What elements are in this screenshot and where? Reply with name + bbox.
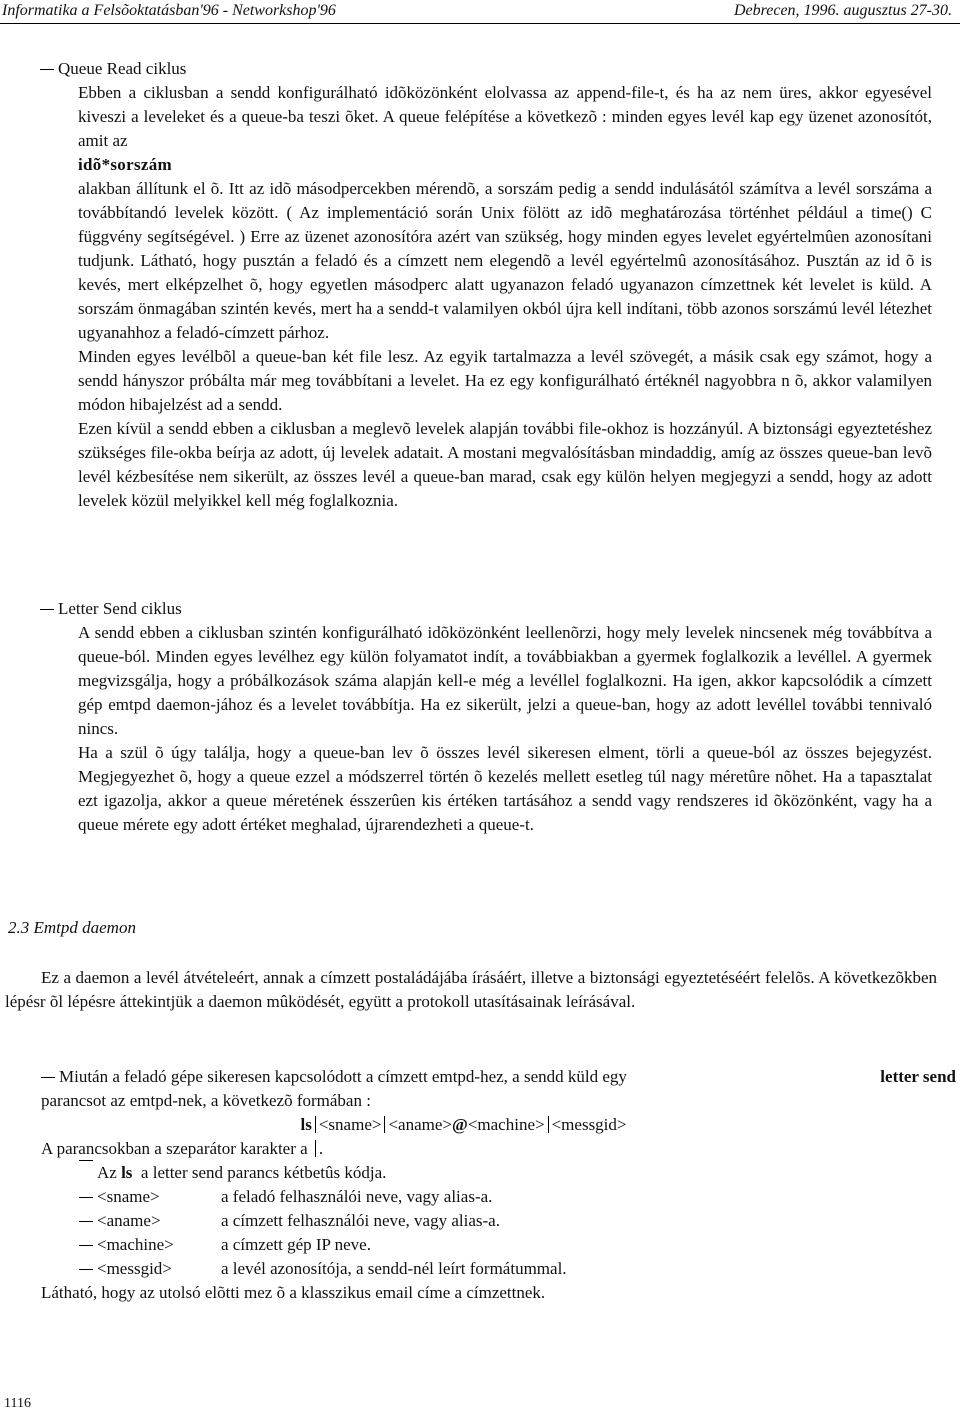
def-desc: a címzett felhasználói neve, vagy alias-a. [221,1211,500,1230]
section-heading: 2.3 Emtpd daemon [8,918,136,937]
letter-send-p1: A sendd ebben a ciklusban szintén konfigurálható idõközönként leellenõrzi, hogy mely levelek nincsenek még továbbítva a queue-ból. Minden egyes levélhez egy külön folyamatot indít, a továbbiakban a gyermek foglalkozik a levéllel. A gyermek megvizsgálja, hogy a próbálkozások száma alapján kell-e még a levéllel foglalkozni. Ha igen, akkor kapcsolódik a címzett gép emtpd daemon-jához és a levelet továbbítja. Ha ez sikerült, jelzi a queue-ban, hogy az adott levéllel további tennivaló nincs. [78,623,932,738]
def-term [79,1233,221,1257]
letter-send-command-block [41,1065,956,1305]
separator-note-end: . [318,1139,324,1158]
letter-send-section [40,597,932,837]
separator-bar [548,1116,549,1133]
cmd-ls: ls [300,1115,312,1134]
header-right: Debrecen, 1996. augusztus 27-30. [733,2,952,19]
ls-prefix: Az [97,1163,117,1182]
ls-definition [79,1161,956,1185]
cmd-aname: <aname> [388,1115,452,1134]
command-intro [41,1065,956,1089]
separator-bar [315,1140,316,1157]
def-desc: a feladó felhasználói neve, vagy alias-a. [221,1187,493,1206]
def-term-text: <sname> [97,1187,160,1206]
dash-icon [79,1197,93,1198]
command-format [41,1113,956,1137]
section-intro-text: Ez a daemon a levél átvételeért, annak a címzett postaládájába írásáért, illetve a biztonsági egyeztetéséért felelõs. A következõkben lépésr õl lépésre áttekintjük a daemon mûködését, együtt a protokoll utasításainak leírásával. [5,968,937,1011]
separator-note-text: A parancsokban a szeparátor karakter a [41,1139,308,1158]
list-item [79,1209,956,1233]
def-term-text: <aname> [97,1211,161,1230]
field-definitions [41,1161,956,1281]
command-name: letter send [880,1067,956,1086]
letter-send-title [40,597,932,621]
list-item [79,1233,956,1257]
def-term [79,1257,221,1281]
dash-icon [79,1160,93,1184]
queue-read-body [40,81,932,513]
queue-read-p2: alakban állítunk el õ. Itt az idõ másodpercekben mérendõ, a sorszám pedig a sendd indulásától számítva a levél sorszáma a továbbítandó levelek között. ( Az implementáció során Unix fölött az idõ meghatározása történhet például a time() C függvény segítségével. ) Erre az üzenet azonosítóra azért van szükség, hogy minden egyes levelet egyértelmûen azonosítani tudjunk. Látható, hogy pusztán a feladó és a címzett nem elegendõ a levél egyértelmû azonosításához. Pusztán az id õ is kevés, mert elképzelhet õ, hogy egyetlen másodperc alatt ugyanazon feladó ugyanazon címzettnek két levelet is küld. A sorszám önmagában szintén kevés, mert ha a sendd-t valamilyen okból újra kell indítani, több azonos sorszámú levél létezhet ugyanahhoz a feladó-címzett párhoz. [78,179,932,342]
list-item [79,1185,956,1209]
page-number: 1116 [4,1396,31,1411]
dash-icon [79,1221,93,1222]
cmd-sname: <sname> [318,1115,382,1134]
queue-read-title [40,57,932,81]
dash-icon [79,1269,93,1270]
queue-read-p3: Minden egyes levélbõl a queue-ban két file lesz. Az egyik tartalmazza a levél szövegét, a másik csak egy számot, hogy a sendd hányszor próbálta már meg továbbítani a levelet. Ha ez egy konfigurálható értéknél nagyobbra n õ, akkor valamilyen módon hibajelzést ad a sendd. [78,347,932,414]
dash-icon [40,609,54,610]
ls-description: a letter send parancs kétbetûs kódja. [140,1163,387,1182]
list-item [79,1257,956,1281]
header-left: Informatika a Felsõoktatásban'96 - Networkshop'96 [2,2,336,19]
ls-code: ls [121,1163,133,1182]
dash-icon [41,1077,55,1078]
dash-icon [79,1245,93,1246]
cmd-at: @ [452,1115,468,1134]
queue-read-title-text: Queue Read ciklus [58,59,187,78]
def-desc: a levél azonosítója, a sendd-nél leírt formátummal. [221,1259,567,1278]
running-header [0,0,960,22]
queue-read-p1: Ebben a ciklusban a sendd konfigurálható idõközönként elolvassa az append-file-t, és ha az nem üres, akkor egyesével kiveszi a leveleket és a queue-ba teszi õket. A queue felépítése a következõ : minden egyes levél kap egy üzenet azonosítót, amit az [78,83,932,150]
separator-bar [384,1116,385,1133]
letter-send-body [40,621,932,837]
section-intro [5,966,937,1014]
header-rule [0,23,960,24]
letter-send-title-text: Letter Send ciklus [58,599,182,618]
queue-read-section [40,57,932,513]
def-term [79,1209,221,1233]
command-intro-2: parancsot az emtpd-nek, a következõ formában : [41,1091,371,1110]
cmd-messgid: <messgid> [551,1115,627,1134]
separator-bar [315,1116,316,1133]
dash-icon [40,69,54,70]
queue-read-p4: Ezen kívül a sendd ebben a ciklusban a meglevõ levelek alapján további file-okhoz is hozzányúl. A biztonsági egyeztetéshez szükséges file-okba beírja az adott, új levelek adatait. A mostani megvalósításban mindaddig, amíg az összes queue-ban levõ levél kézbesítése nem sikerült, az összes levél a queue-ban marad, csak egy külön helyen megjegyzi a sendd, hogy az adott levelek közül melyikkel kell még foglalkoznia. [78,419,932,510]
separator-note [41,1137,956,1161]
def-desc: a címzett gép IP neve. [221,1235,371,1254]
def-term [79,1185,221,1209]
command-intro-text: Miután a feladó gépe sikeresen kapcsolódott a címzett emtpd-hez, a sendd küld egy [59,1067,627,1086]
letter-send-p2: Ha a szül õ úgy találja, hogy a queue-ban lev õ összes levél sikeresen elment, törli a queue-ból az összes bejegyzést. Megjegyezhet õ, hogy a queue ezzel a módszerrel történ õ kezelés mellett esetleg túl nagy méretûre nõhet. Ha a tapasztalat ezt igazolja, akkor a queue méretének ésszerûen kis értéken tartásához a sendd vagy rendszeres id õközönként, vagy ha a queue mérete egy adott értéket meghalad, újrarendezheti a queue-t. [78,743,932,834]
def-term-text: <machine> [97,1235,174,1254]
cmd-machine: <machine> [467,1115,545,1134]
queue-read-formula: idõ*sorszám [78,155,172,174]
def-term-text: <messgid> [97,1259,172,1278]
closing-note: Látható, hogy az utolsó elõtti mez õ a klasszikus email címe a címzettnek. [41,1283,546,1302]
